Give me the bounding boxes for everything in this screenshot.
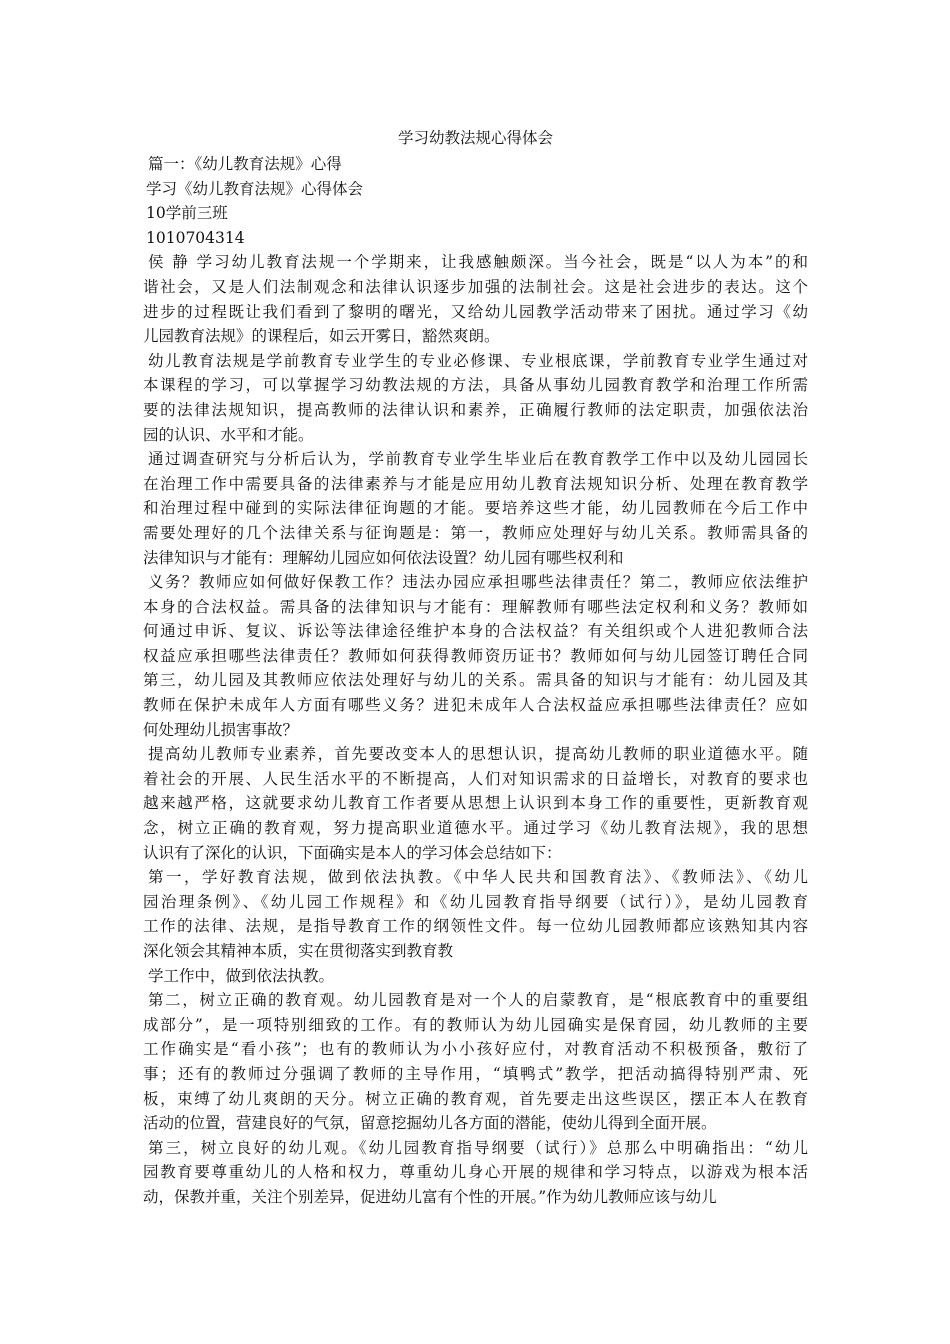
header-line: 1010704314 <box>146 228 245 247</box>
document-title: 学习幼教法规心得体会 <box>397 129 553 147</box>
paragraph-line: 第三，幼儿园及其教师应依法处理好与幼儿的关系。需具备的知识与才能有：幼儿园及其 <box>143 671 808 690</box>
paragraph-line: 权益应承担哪些法律责任？教师如何获得教师资历证书？教师如何与幼儿园签订聘任合同 <box>143 646 808 665</box>
paragraph-line: 深化领会其精神本质，实在贯彻落实到教育教 <box>143 942 454 960</box>
paragraph-line: 法律知识与才能有：理解幼儿园应如何依法设置？幼儿园有哪些权利和 <box>143 548 624 567</box>
paragraph-line: 在治理工作中需要具备的法律素养与才能是应用幼儿教育法规知识分析、处理在教育教学 <box>143 474 808 493</box>
paragraph-line: 第二，树立正确的教育观。幼儿园教育是对一个人的启蒙教育，是“根底教育中的重要组 <box>148 991 808 1010</box>
paragraph-line: 本课程的学习，可以掌握学习幼教法规的方法，具备从事幼儿园教育教学和治理工作所需 <box>143 376 808 395</box>
paragraph-line: 工作的法律、法规，是指导教育工作的纲领性文件。每一位幼儿园教师都应该熟知其内容 <box>143 917 808 936</box>
paragraph-line: 要的法律法规知识，提高教师的法律认识和素养，正确履行教师的法定职责，加强依法治 <box>143 400 808 419</box>
document-body <box>143 250 808 1209</box>
header-line: 10学前三班 <box>146 204 228 223</box>
header-line: 学习《幼儿教育法规》心得体会 <box>146 179 364 198</box>
paragraph-line: 需要处理好的几个法律关系与征询题是：第一，教师应处理好与幼儿关系。教师需具备的 <box>143 523 808 542</box>
paragraph <box>143 964 808 989</box>
paragraph-line: 何处理幼儿损害事故？ <box>143 720 299 739</box>
header-block <box>143 152 808 250</box>
paragraph-line: 学工作中，做到依法执教。 <box>148 966 335 985</box>
paragraph-line: 板，束缚了幼儿爽朗的天分。树立正确的教育观，首先要走出这些误区，摆正本人在教育 <box>143 1089 808 1108</box>
paragraph-line: 动，保教并重，关注个别差异，促进幼儿富有个性的开展。”作为幼儿教师应该与幼儿 <box>143 1187 717 1206</box>
paragraph-line: 通过调查研究与分析后认为，学前教育专业学生毕业后在教育教学工作中以及幼儿园园长 <box>148 450 808 469</box>
paragraph-line: 幼儿教育法规是学前教育专业学生的专业必修课、专业根底课，学前教育专业学生通过对 <box>148 351 808 370</box>
paragraph-line: 园教育要尊重幼儿的人格和权力，尊重幼儿身心开展的规律和学习特点，以游戏为根本活 <box>143 1163 808 1182</box>
paragraph-line: 儿园教育法规》的课程后，如云开雾日，豁然爽朗。 <box>143 327 500 346</box>
paragraph <box>143 1136 808 1210</box>
paragraph-line: 越来越严格，这就要求幼儿教育工作者要从思想上认识到本身工作的重要性，更新教育观 <box>143 794 808 813</box>
paragraph-line: 园治理条例》、《幼儿园工作规程》和《幼儿园教育指导纲要（试行）》，是幼儿园教育 <box>143 892 808 911</box>
paragraph <box>143 988 808 1136</box>
paragraph-line: 事；还有的教师过分强调了教师的主导作用，“填鸭式”教学，把活动搞得特别严肃、死 <box>143 1064 808 1083</box>
paragraph-line: 侯 静 学习幼儿教育法规一个学期来，让我感触颇深。当今社会，既是“以人为本”的和 <box>148 253 808 272</box>
paragraph <box>143 570 808 742</box>
paragraph-line: 和治理过程中碰到的实际法律征询题的才能。要培养这些才能，幼儿园教师在今后工作中 <box>143 499 808 518</box>
paragraph-line: 成部分”，是一项特别细致的工作。有的教师认为幼儿园确实是保育园，幼儿教师的主要 <box>143 1015 808 1034</box>
paragraph <box>143 349 808 447</box>
paragraph-line: 何通过申诉、复议、诉讼等法律途径维护本身的合法权益？有关组织或个人进犯教师合法 <box>143 622 808 641</box>
paragraph <box>143 250 808 348</box>
paragraph-line: 本身的合法权益。需具备的法律知识与才能有：理解教师有哪些法定权利和义务？教师如 <box>143 597 808 616</box>
header-line: 篇一：《幼儿教育法规》心得 <box>148 155 342 173</box>
paragraph-line: 谐社会，又是人们法制观念和法律认识逐步加强的法制社会。这是社会进步的表达。这个 <box>143 277 808 296</box>
paragraph-line: 工作确实是“看小孩”；也有的教师认为小小孩好应付，对教育活动不积极预备，敷衍了 <box>143 1040 808 1059</box>
paragraph-line: 念，树立正确的教育观，努力提高职业道德水平。通过学习《幼儿教育法规》，我的思想 <box>143 819 808 838</box>
document-page <box>143 126 808 1210</box>
paragraph <box>143 742 808 865</box>
paragraph-line: 提高幼儿教师专业素养，首先要改变本人的思想认识，提高幼儿教师的职业道德水平。随 <box>148 745 808 764</box>
paragraph-line: 认识有了深化的认识，下面确实是本人的学习体会总结如下： <box>143 843 562 862</box>
paragraph-line: 第三，树立良好的幼儿观。《幼儿园教育指导纲要（试行）》总那么中明确指出：“幼儿 <box>148 1138 808 1157</box>
paragraph-line: 着社会的开展、人民生活水平的不断提高，人们对知识需求的日益增长，对教育的要求也 <box>143 769 808 788</box>
paragraph-line: 活动的位置，营建良好的气氛，留意挖掘幼儿各方面的潜能，使幼儿得到全面开展。 <box>143 1114 717 1133</box>
paragraph <box>143 447 808 570</box>
paragraph-line: 园的认识、水平和才能。 <box>143 425 314 444</box>
paragraph-line: 第一，学好教育法规，做到依法执教。《中华人民共和国教育法》、《教师法》、《幼儿 <box>148 868 808 887</box>
paragraph-line: 教师在保护未成年人方面有哪些义务？进犯未成年人合法权益应承担哪些法律责任？应如 <box>143 696 808 715</box>
paragraph-line: 进步的过程既让我们看到了黎明的曙光，又给幼儿园教学活动带来了困扰。通过学习《幼 <box>143 302 808 321</box>
paragraph-line: 义务？教师应如何做好保教工作？违法办园应承担哪些法律责任？第二，教师应依法维护 <box>148 573 808 592</box>
paragraph <box>143 865 808 963</box>
